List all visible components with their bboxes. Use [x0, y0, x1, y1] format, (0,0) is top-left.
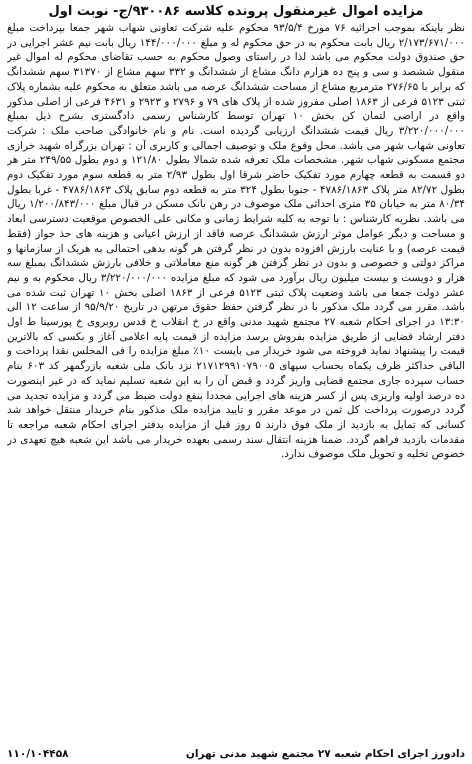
footer-number: ۱۱۰/۱۰۴۴۵۸ [7, 748, 69, 760]
footer-signature: دادورز اجرای احکام شعبه ۲۷ مجتمع شهید مدنی تهران [185, 748, 465, 760]
notice-body: نظر باینکه بموجب اجرائیه ۷۶ مورخ ۹۳/۵/۴ محکوم علیه شرکت تعاونی شهاب شهر جمعا بپرداخت مبلغ ۲/۱۷۳/۶۷۱/۰۰۰ ریال بابت محکوم به در حق محکوم له و مبلغ ۱۴۴/۰۰۰/۰۰۰ ریال بابت نیم عشر اجرایی در حق صندوق دولت محکوم می باشد لذا در راستای وصول محکوم به حسب تقاضای محکوم له اموال غیر منقول ششصد و سی و پنج ده هزارم دانگ مشاع از ششدانگ و ۳۳۲ سهم مشاع از ۳۱۳۷۰ سهم ششدانگ که برابر با ۲۷۶/۶۵ مترمربع مشاع از مساحت ششدانگ عرصه می باشد متعلق به محکوم علیه بشماره پلاک ثبتی ۵۱۲۳ فرعی از ۱۸۶۳ اصلی مفروز شده از پلاک های ۷۹ و ۲۷۹۶ و ۲۹۲۳ و ۴۶۳۱ فرعی از اصلی مذکور واقع در اراضی لتمان کن بخش ۱۰ تهران توسط کارشناس رسمی دادگستری بشرح ذیل بمبلغ ۳/۲۲۰/۰۰۰/۰۰۰ ریال قیمت ششدانگ ارزیابی گردیده است. نام و نام خانوادگی صاحب ملک : شرکت تعاونی شهاب شهر می باشد. محل وقوع ملک و توصیف اجمالی و کاربری آن : تهران بزرگراه شهید خرازی مجتمع مسکونی شهاب شهر. مشخصات ملک تعرفه شده شمالا بطول ۱۲۱/۸۰ و دوم بطول ۲۴۹/۵۵ متر هر دو قسمت به قطعه چهارم مورد تفکیک حاضر شرقا اول بطول ۲/۹۳ متر به قطعه سوم مورد تفکیک دوم بطول ۸۲/۷۲ متر پلاک ۴۷۸۶/۱۸۶۳ - جنوبا بطول ۳۲۴ متر به قطعه دوم سابق پلاک ۴۷۸۶/۱۸۶۳ - غربا بطول ۸۰/۳۴ متر به خیابان ۳۵ متری احداثی ملک موصوف در رهن بانک مسکن در قبال مبلغ ۱/۲۰۰/۸۴۳/۰۰۰ ریال می باشد. نظریه کارشناس : با توجه به کلیه شرایط زمانی و مکانی علی الخصوص موقعیت دسترسی ابعاد و مساحت و دیگر عوامل موثر ارزش ششدانگ عرصه فاقد از ارزش اعیانی و هزینه های حذ جواز (فقط قیمت عرصه) و با عنایت بارزش افزوده بدون در نظر گرفتن هر گونه بدهی احتمالی به هریک از سازمانها و مراکز دولتی و خصوصی و بدون در نظر گرفتن هر گونه منع معاملاتی و خلافی بارزش ششدانگ بمبلغ سه هزار و دویست و بیست میلیون ریال برآورد می شود که مبلغ مزایده ۳/۲۲۰/۰۰۰/۰۰۰ ریال محکوم به و نیم عشر دولت جمعا می باشد وضعیت پلاک ثبتی ۵۱۲۳ فرعی از ۱۸۶۳ اصلی بخش ۱۰ تهران ثبت شده می باشد. مقرر می گردد ملک مذکور با در نظر گرفتن حفظ حقوق مرتهن در تاریخ ۹۵/۹/۲۰ از ساعت ۱۲ الی ۱۳:۳۰ در اجرای احکام شعبه ۲۷ مجتمع شهید مدنی واقع در خ انقلاب خ قدس روبروی خ پورسینا ط اول دفتر ارشاد قضایی از طریق مزایده بفروش برسد مزایده از قیمت پایه اعلامی آغاز و بکسی که بالاترین قیمت را پیشنهاد نماید فروخته می شود خریدار می بایست ۱۰٪ مبلغ مزایده را فی المجلس نقدا پرداخت و الباقی حداکثر ظرف یکماه بحساب سپهای ۲۱۷۱۲۹۹۱۰۷۹۰۰۵ نزد بانک ملی شعبه بازرگمهر کد ۶۰۳ بنام حساب سپرده جاری مجتمع قضایی واریز گردد و قبض آن را به این شعبه تسلیم نماید که در غیر اینصورت ده درصد اولیه واریزی پس از کسر هزینه های اجرایی مجددا بنفع دولت ضبط می گردد و مزایده تجدید می گردد درصورت پرداخت کل ثمن در موعد مقرر و تایید مزایده ملک مذکور بنام خریدار منتقل خواهد شد کسانی که تمایل به بازدید از ملک فوق دارند ۵ روز قبل از مزایده بدفتر اجرای احکام شعبه مراجعه تا مقدمات بازدید فراهم گردد. ضمنا هزینه انتقال سند رسمی بعهده خریدار می باشد این شعبه هیچ تعهدی در خصوص تخلیه و تحویل ملک موصوف ندارد. [7, 22, 465, 461]
notice-title: مزایده اموال غیرمنقول پرونده کلاسه ۹۳۰۰۸۶/ج- نوبت اول [48, 4, 424, 19]
notice-footer [7, 747, 465, 762]
